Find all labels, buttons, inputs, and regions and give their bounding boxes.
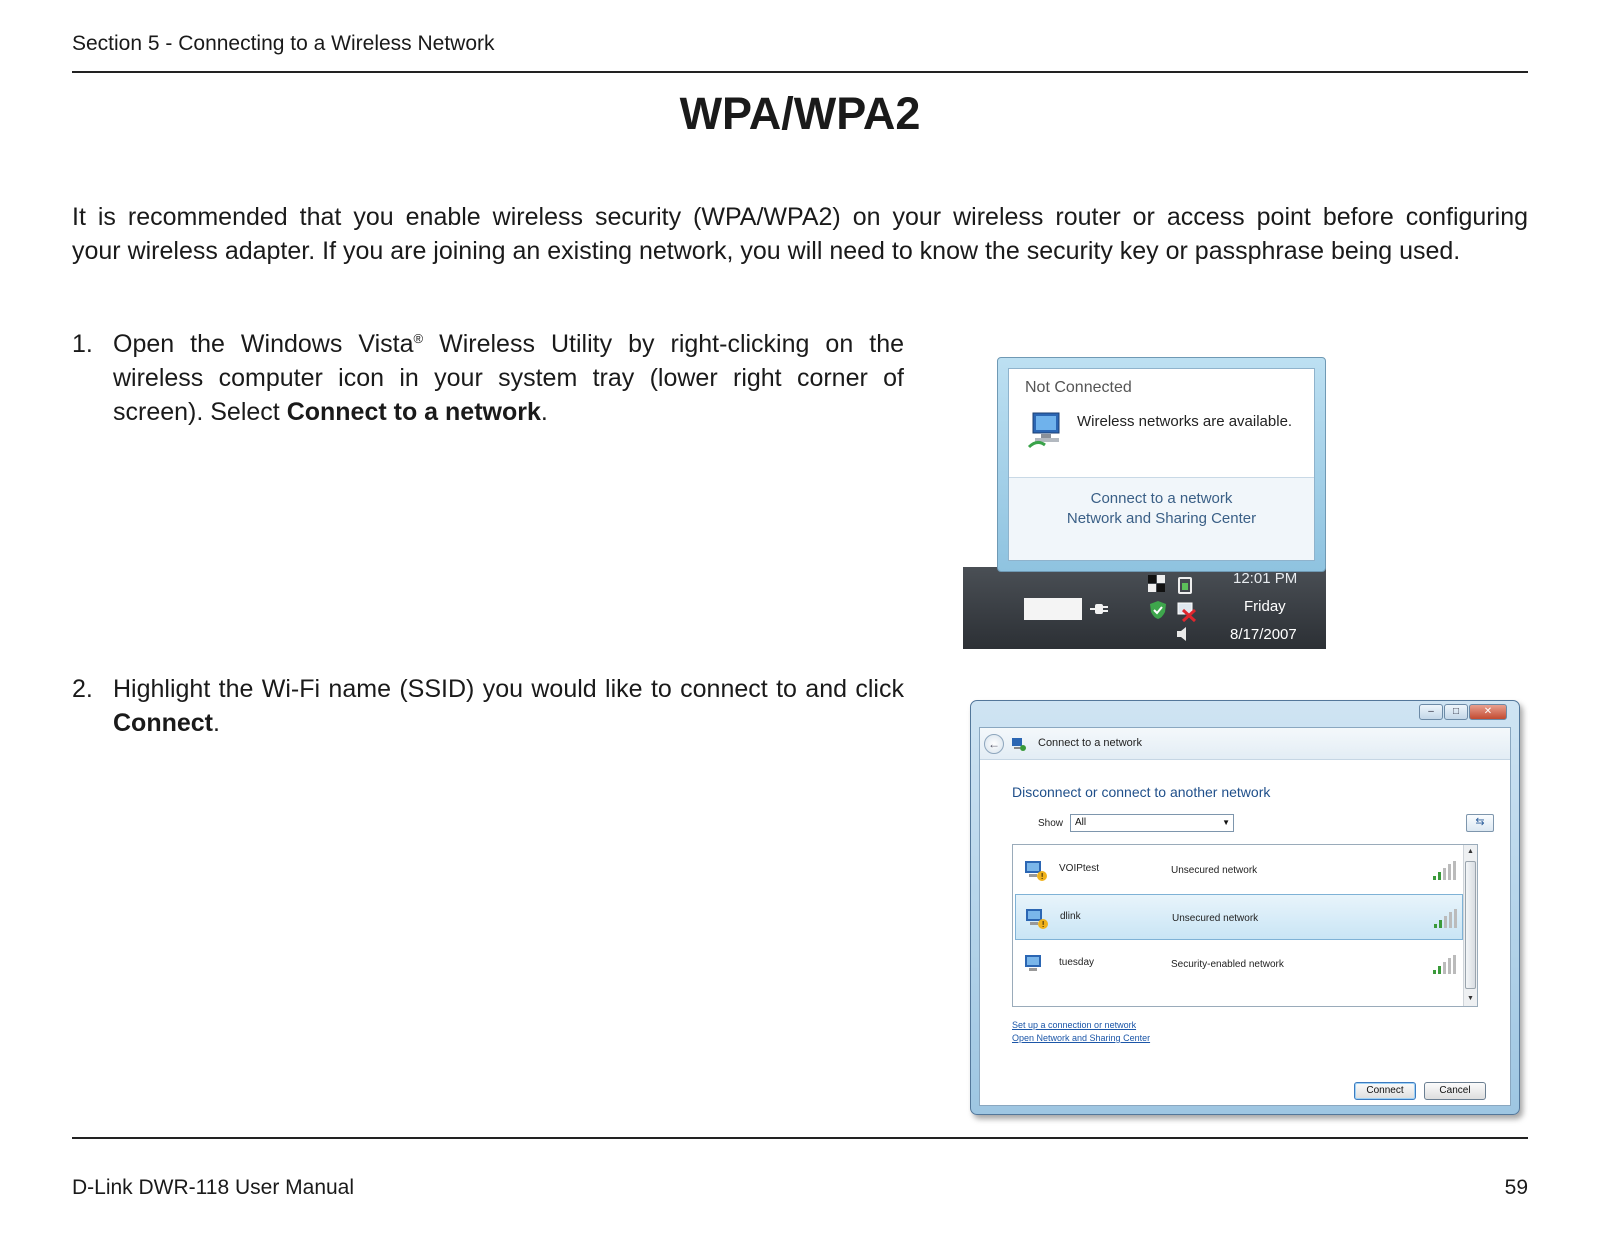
minimize-button[interactable]: – — [1419, 704, 1443, 720]
secured-network-icon — [1023, 953, 1049, 977]
header-rule — [72, 71, 1528, 73]
security-shield-icon[interactable] — [1148, 600, 1168, 620]
power-plug-icon[interactable] — [1089, 600, 1109, 618]
show-label: Show — [1038, 818, 1064, 829]
step-text — [113, 327, 904, 429]
connect-button[interactable]: Connect — [1354, 1082, 1416, 1100]
registered-mark: ® — [413, 331, 424, 346]
network-disconnected-icon[interactable] — [1175, 600, 1197, 622]
maximize-button[interactable]: □ — [1444, 704, 1468, 720]
tray-popup-screenshot — [963, 357, 1326, 649]
network-list-scrollbar[interactable] — [1463, 845, 1477, 1006]
connect-window-screenshot — [970, 700, 1520, 1115]
network-list — [1012, 844, 1478, 1007]
signal-strength-icon — [1431, 953, 1457, 977]
scroll-thumb[interactable] — [1465, 861, 1476, 989]
step-text-end: . — [540, 398, 548, 426]
show-filter-value: All — [1075, 817, 1087, 828]
intro-line-1: It is recommended that you enable wireless security (WPA/WPA2) on your wireless router or access point before configuring — [72, 203, 1528, 231]
window-heading: Disconnect or connect to another network — [1012, 784, 1271, 800]
network-row-voiptest[interactable] — [1015, 847, 1463, 893]
network-security: Unsecured network — [1172, 913, 1259, 924]
network-security: Security-enabled network — [1171, 959, 1284, 970]
section-header: Section 5 - Connecting to a Wireless Network — [72, 32, 495, 55]
refresh-button[interactable]: ⇆ — [1466, 814, 1494, 832]
scroll-up-arrow[interactable]: ▲ — [1467, 848, 1474, 855]
connect-window — [970, 700, 1520, 1115]
network-name: tuesday — [1059, 957, 1095, 968]
step-text — [113, 672, 904, 740]
back-button[interactable]: ← — [984, 734, 1004, 754]
network-sharing-center-link[interactable]: Network and Sharing Center — [1066, 510, 1257, 527]
tray-highlight — [1024, 598, 1082, 620]
step-text-part: Highlight the Wi-Fi name (SSID) you would like to connect to and click — [113, 675, 904, 703]
footer-rule — [72, 1137, 1528, 1139]
open-sharing-center-link[interactable]: Open Network and Sharing Center — [1012, 1033, 1151, 1043]
signal-strength-icon — [1431, 859, 1457, 883]
scroll-down-arrow[interactable]: ▼ — [1467, 995, 1474, 1002]
connection-status: Not Connected — [1025, 379, 1132, 396]
step-2 — [72, 672, 904, 740]
step-bold-term: Connect — [113, 709, 213, 737]
intro-paragraph — [72, 200, 1528, 268]
clock-date[interactable]: 8/17/2007 — [1230, 626, 1297, 643]
availability-message: Wireless networks are available. — [1077, 413, 1293, 430]
step-text-end: . — [213, 709, 220, 737]
windows-flag-icon[interactable] — [1148, 575, 1166, 593]
clock-day[interactable]: Friday — [1244, 598, 1286, 615]
setup-connection-link[interactable]: Set up a connection or network — [1012, 1020, 1137, 1030]
manual-name: D-Link DWR-118 User Manual — [72, 1176, 355, 1199]
step-number: 1. — [72, 330, 93, 358]
wireless-computer-icon — [1027, 409, 1067, 449]
chevron-down-icon: ▼ — [1222, 818, 1230, 827]
step-number: 2. — [72, 675, 93, 703]
unsecured-network-icon — [1023, 859, 1049, 883]
network-status-popup — [997, 357, 1326, 572]
cancel-button[interactable]: Cancel — [1424, 1082, 1486, 1100]
signal-strength-icon — [1432, 907, 1458, 931]
step-text-part: Open the Windows Vista — [113, 330, 414, 358]
network-row-dlink[interactable] — [1015, 894, 1463, 940]
connect-to-network-link[interactable]: Connect to a network — [1090, 490, 1233, 507]
page-title: WPA/WPA2 — [679, 88, 921, 139]
clock-time[interactable]: 12:01 PM — [1233, 570, 1298, 587]
network-security: Unsecured network — [1171, 865, 1258, 876]
window-controls — [1419, 704, 1507, 720]
show-filter-dropdown[interactable] — [1070, 814, 1234, 832]
battery-icon[interactable] — [1175, 575, 1195, 595]
step-1 — [72, 327, 904, 429]
step-text-part: Wireless Utility by right-clicking on the wireless computer icon in your system tray (lower right corner of screen). Select — [113, 330, 905, 426]
popup-links — [1009, 478, 1314, 560]
network-name: dlink — [1060, 911, 1081, 922]
step-bold-term: Connect to a network — [286, 398, 541, 426]
svg-text:!: ! — [1040, 872, 1044, 881]
window-content — [979, 727, 1511, 1106]
speaker-icon[interactable] — [1175, 625, 1191, 643]
address-title: Connect to a network — [1038, 737, 1142, 749]
intro-line-2: your wireless adapter. If you are joining an existing network, you will need to know the security key or passphrase being used. — [72, 237, 1461, 265]
svg-text:!: ! — [1041, 920, 1045, 929]
network-name: VOIPtest — [1059, 863, 1100, 874]
close-button[interactable]: ✕ — [1469, 704, 1507, 720]
network-globe-icon — [1010, 736, 1026, 752]
address-bar — [980, 728, 1510, 760]
popup-panel — [1008, 368, 1315, 561]
page-number: 59 — [1504, 1176, 1528, 1199]
unsecured-network-icon — [1024, 907, 1050, 931]
network-row-tuesday[interactable] — [1015, 941, 1463, 987]
